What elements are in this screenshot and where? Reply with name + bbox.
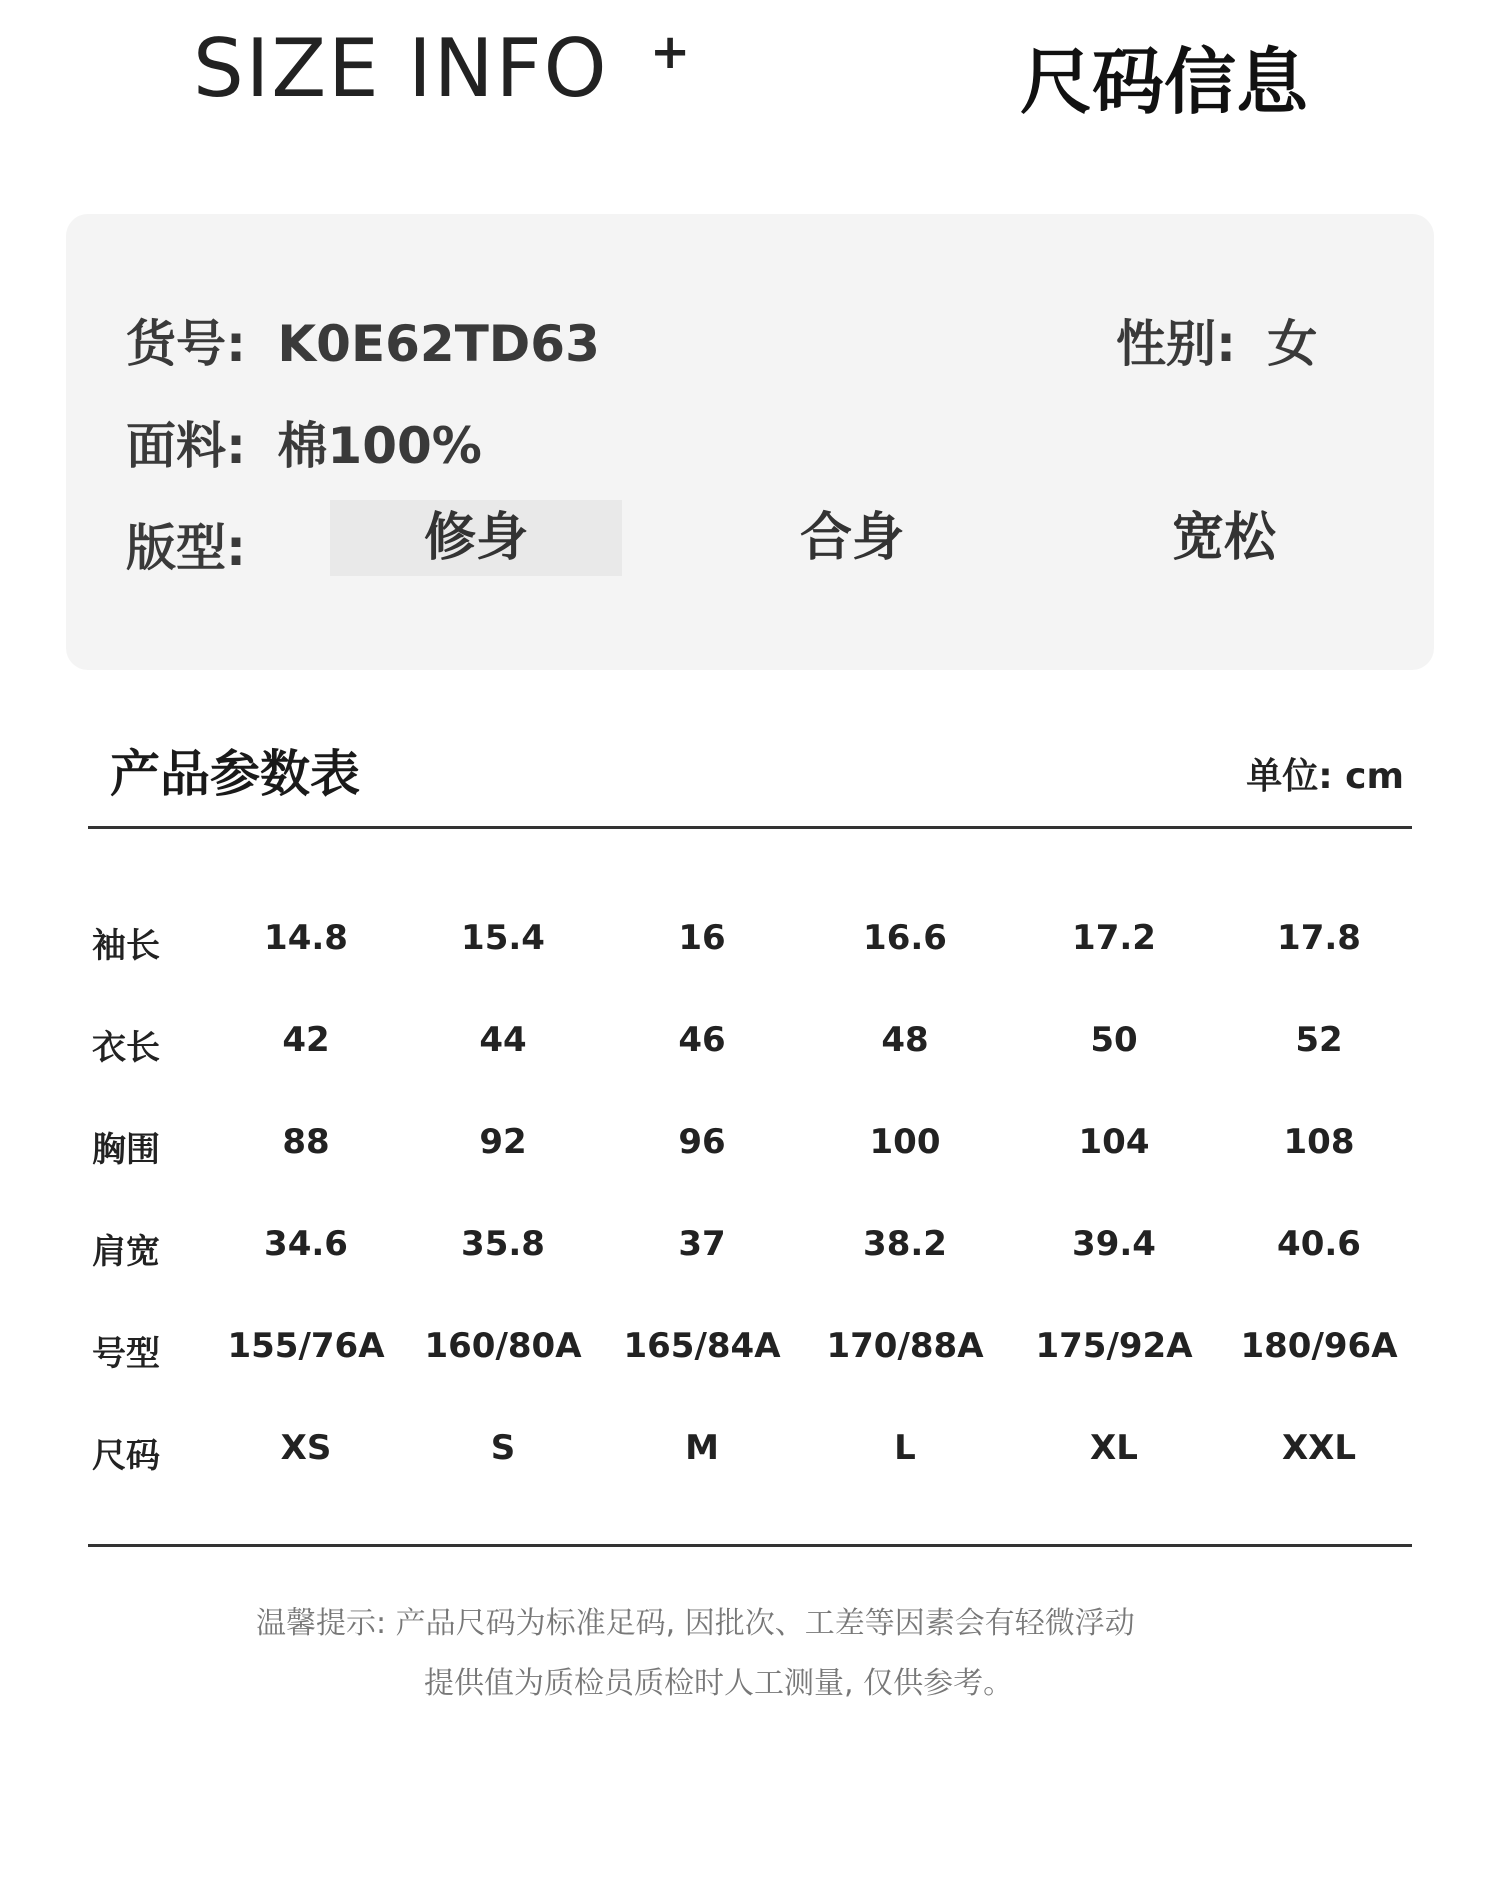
table-cell: XS <box>280 1428 332 1468</box>
table-row-label: 衣长 <box>92 1028 160 1068</box>
table-cell: L <box>894 1428 916 1468</box>
fit-option-regular[interactable]: 合身 <box>799 508 904 568</box>
table-top-divider <box>88 826 1412 829</box>
note-line-2: 提供值为质检员质检时人工测量, 仅供参考。 <box>424 1666 1014 1701</box>
fit-option-slim[interactable]: 修身 <box>330 500 622 576</box>
table-cell: 17.8 <box>1277 918 1361 958</box>
table-bottom-divider <box>88 1544 1412 1547</box>
table-cell: S <box>490 1428 516 1468</box>
table-cell: 14.8 <box>264 918 348 958</box>
table-cell: 34.6 <box>264 1224 348 1264</box>
table-row-label: 肩宽 <box>92 1232 160 1272</box>
table-cell: 38.2 <box>863 1224 947 1264</box>
table-cell: 92 <box>479 1122 527 1162</box>
table-cell: 170/88A <box>826 1326 984 1366</box>
gender-row <box>1116 304 1317 376</box>
fabric-label: 面料: <box>126 417 246 475</box>
table-cell: 52 <box>1295 1020 1343 1060</box>
fit-label: 版型: <box>126 519 246 577</box>
product-info-card <box>66 214 1434 670</box>
unit-label: 单位: cm <box>1246 756 1404 797</box>
table-cell: 48 <box>881 1020 929 1060</box>
table-row-label: 胸围 <box>92 1130 160 1170</box>
table-cell: 155/76A <box>227 1326 385 1366</box>
table-cell: 16.6 <box>863 918 947 958</box>
item-number-row <box>126 304 600 376</box>
table-cell: 16 <box>678 918 726 958</box>
table-cell: XL <box>1090 1428 1138 1468</box>
table-cell: 15.4 <box>461 918 545 958</box>
table-cell: 39.4 <box>1072 1224 1156 1264</box>
note-line-1: 温馨提示: 产品尺码为标准足码, 因批次、工差等因素会有轻微浮动 <box>256 1606 1135 1641</box>
table-cell: 37 <box>678 1224 726 1264</box>
title-chinese: 尺码信息 <box>1020 40 1309 124</box>
size-table-title: 产品参数表 <box>110 745 360 803</box>
table-cell: 160/80A <box>424 1326 582 1366</box>
table-cell: 35.8 <box>461 1224 545 1264</box>
table-cell: 17.2 <box>1072 918 1156 958</box>
table-row-label: 袖长 <box>92 926 160 966</box>
plus-icon: + <box>650 24 691 80</box>
table-row-label: 号型 <box>92 1334 160 1374</box>
table-cell: 165/84A <box>623 1326 781 1366</box>
table-cell: 175/92A <box>1035 1326 1193 1366</box>
gender-label: 性别: <box>1116 315 1236 373</box>
table-cell: 88 <box>282 1122 330 1162</box>
table-cell: 42 <box>282 1020 330 1060</box>
table-cell: 46 <box>678 1020 726 1060</box>
table-cell: 180/96A <box>1240 1326 1398 1366</box>
fit-option-loose[interactable]: 宽松 <box>1171 508 1276 568</box>
table-cell: 108 <box>1283 1122 1355 1162</box>
table-cell: XXL <box>1281 1428 1357 1468</box>
table-row-label: 尺码 <box>92 1436 160 1476</box>
title-english: SIZE INFO <box>193 22 609 115</box>
fabric-value: 棉100% <box>277 417 482 475</box>
table-cell: 100 <box>869 1122 941 1162</box>
item-number-value: K0E62TD63 <box>277 315 600 373</box>
table-cell: 40.6 <box>1277 1224 1361 1264</box>
table-cell: 104 <box>1078 1122 1150 1162</box>
table-cell: 50 <box>1090 1020 1138 1060</box>
table-cell: 96 <box>678 1122 726 1162</box>
fabric-row <box>126 406 482 478</box>
item-number-label: 货号: <box>126 315 246 373</box>
table-cell: 44 <box>479 1020 527 1060</box>
table-cell: M <box>685 1428 719 1468</box>
gender-value: 女 <box>1267 315 1318 373</box>
